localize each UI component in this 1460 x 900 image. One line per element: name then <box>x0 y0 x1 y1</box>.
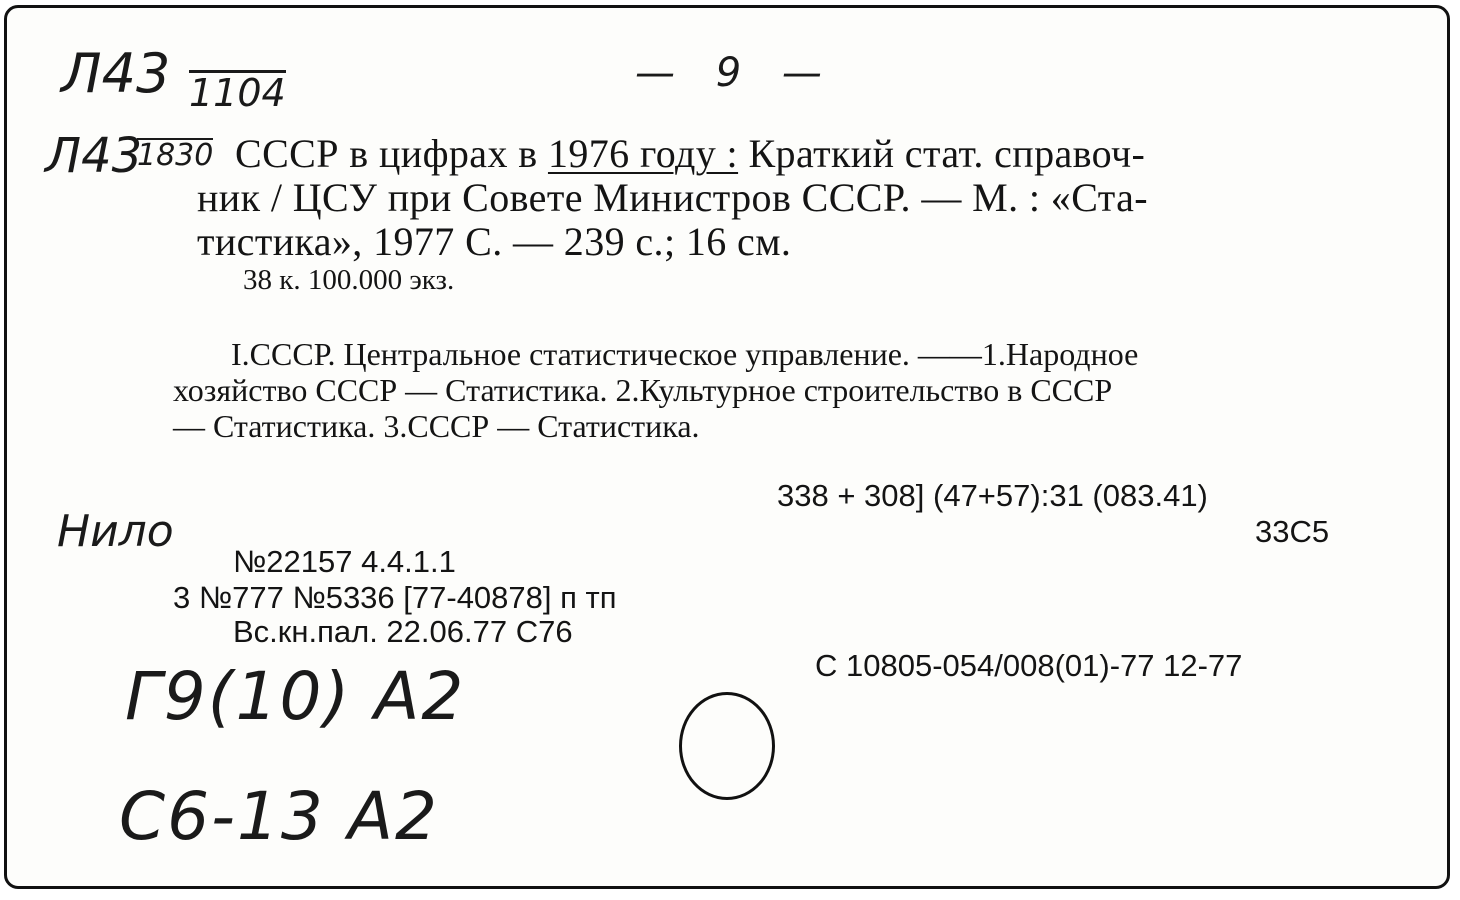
call-number-left-sub: 1830 <box>137 138 214 173</box>
call-number-top: Л43 <box>61 42 171 105</box>
shelf-mark-1: Г9(10) А2 <box>125 658 466 735</box>
description-line-3: тистика», 1977 С. — 239 с.; 16 см. <box>197 219 792 264</box>
service-line-2: 3 №777 №5336 [77-40878] п тп <box>173 580 617 615</box>
description-line-2: ник / ЦСУ при Совете Министров СССР. — М. : «Ста- <box>197 175 1149 220</box>
subjects-line-3: — Статистика. 3.СССР — Статистика. <box>173 408 700 444</box>
service-line-1: №22157 4.4.1.1 <box>233 544 456 579</box>
shelf-mark-2: С6-13 А2 <box>119 778 439 855</box>
bbk-index: 33С5 <box>1255 514 1330 549</box>
udc-index: 338 + 308] (47+57):31 (083.41) <box>777 478 1208 513</box>
title-line <box>235 130 1145 177</box>
price-print-run: 38 к. 100.000 экз. <box>243 264 455 296</box>
subjects-line-2: хозяйство СССР — Статистика. 2.Культурное строительство в СССР <box>173 372 1113 408</box>
catalog-card <box>4 5 1450 889</box>
title-part1: СССР в цифрах в <box>235 131 548 176</box>
subjects-line-1: I.СССР. Центральное статистическое управление. ——1.Народное <box>231 336 1139 372</box>
service-line-3: Вс.кн.пал. 22.06.77 С76 <box>233 614 573 649</box>
title-part2: Краткий стат. справоч- <box>738 131 1146 176</box>
index-code: С 10805-054/008(01)-77 12-77 <box>815 648 1243 683</box>
nilo-note: Нило <box>57 506 174 557</box>
call-number-top-sub: 1104 <box>189 71 286 115</box>
title-year-underlined: 1976 году : <box>547 131 739 176</box>
punch-hole-circle <box>679 692 775 800</box>
call-number-left: Л43 <box>45 128 143 184</box>
page-marker: — 9 — <box>635 50 836 96</box>
